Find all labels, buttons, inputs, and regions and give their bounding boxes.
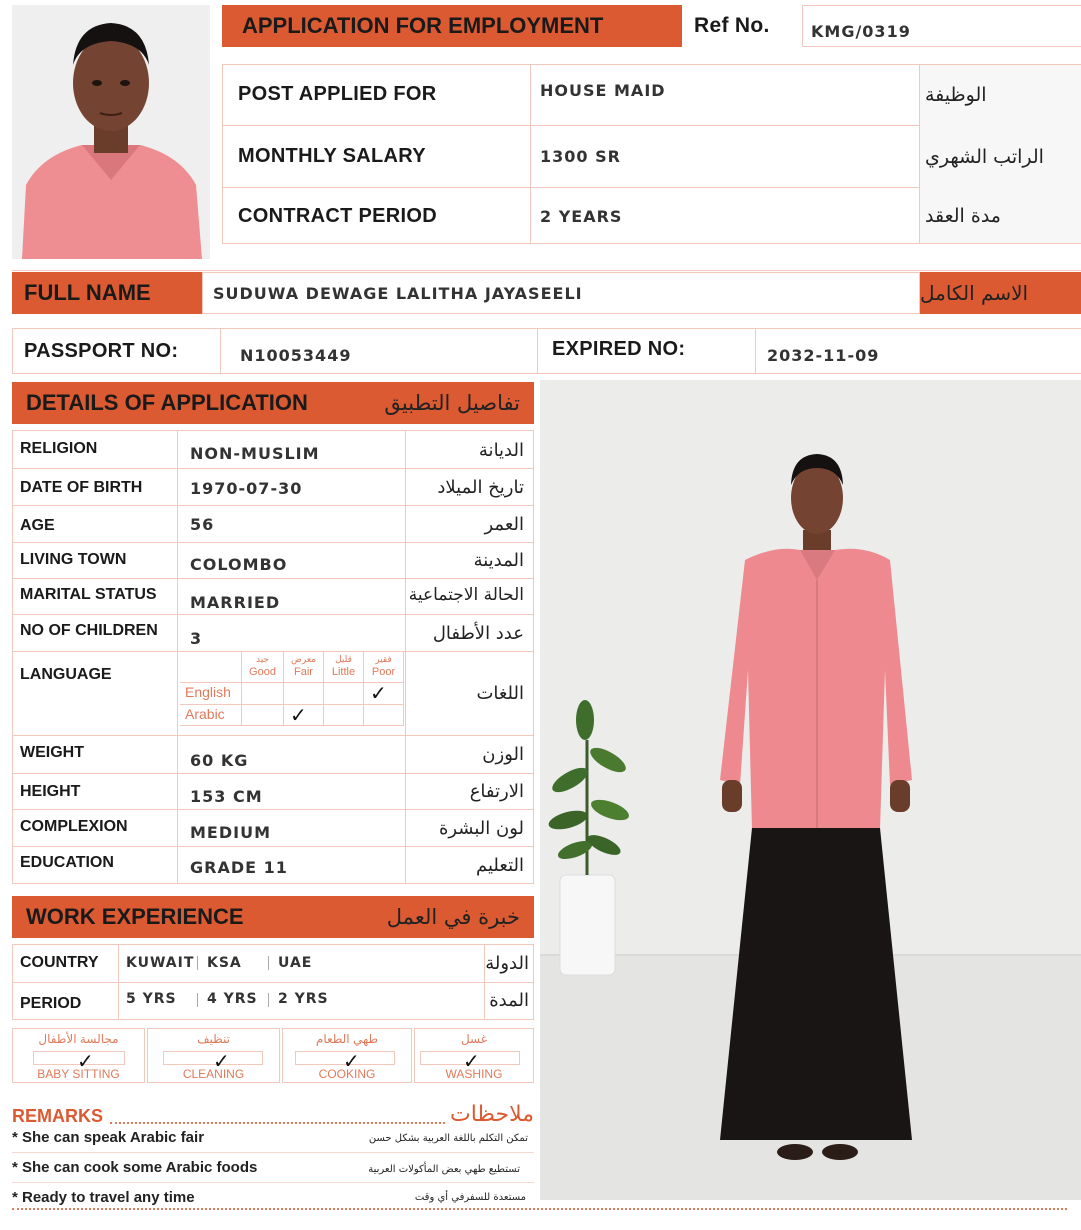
- skill-cleaning: [147, 1028, 280, 1083]
- contract-arabic-cell: [925, 188, 1063, 244]
- separator: [268, 993, 269, 1007]
- contract-value: 2 YEARS: [540, 206, 623, 226]
- ref-label-cell: [682, 5, 802, 47]
- form-title: APPLICATION FOR EMPLOYMENT: [242, 13, 604, 38]
- language-arabic-cell: [406, 652, 534, 734]
- dob-label-cell: [20, 470, 176, 506]
- religion-label-cell: [20, 432, 176, 466]
- salary-label-cell: [238, 126, 528, 187]
- weight-value: 60 KG: [190, 750, 249, 770]
- education-arabic: التعليم: [476, 854, 524, 876]
- skill-cooking-en: COOKING: [318, 1067, 376, 1081]
- post-value-cell: [540, 64, 910, 125]
- language-label-cell: [20, 660, 176, 690]
- skill-cleaning-ar: تنظيف: [197, 1032, 230, 1046]
- marital-value: MARRIED: [190, 592, 281, 612]
- level-fair-ar: معرض: [290, 654, 316, 664]
- marital-arabic: الحالة الاجتماعية: [408, 585, 524, 605]
- divider: [12, 982, 534, 983]
- language-grid: [180, 652, 404, 726]
- height-value-cell: [190, 778, 400, 814]
- passport-label: PASSPORT NO:: [24, 339, 179, 362]
- height-arabic: الارتفاع: [469, 781, 524, 802]
- skill-cooking-ar: طهي الطعام: [315, 1032, 379, 1046]
- remarks-label-arabic: ملاحظات: [450, 1102, 534, 1127]
- complexion-value-cell: [190, 814, 400, 850]
- age-arabic: العمر: [484, 513, 524, 535]
- remark-1-en: * She can speak Arabic fair: [12, 1129, 205, 1146]
- marital-label-cell: [20, 578, 176, 612]
- remark-3-en: * Ready to travel any time: [12, 1189, 195, 1206]
- language-arabic: Arabic: [185, 706, 225, 722]
- divider: [12, 1152, 534, 1153]
- full-name-label: FULL NAME: [24, 280, 151, 305]
- religion-label: RELIGION: [20, 440, 98, 457]
- salary-value: 1300 SR: [540, 147, 621, 166]
- period-arabic-cell: [485, 982, 533, 1018]
- country-label-cell: [20, 944, 118, 982]
- work-header: [12, 896, 534, 938]
- education-value-cell: [190, 850, 400, 884]
- complexion-arabic-cell: [406, 810, 534, 846]
- children-arabic-cell: [406, 615, 534, 651]
- period-arabic: المدة: [489, 989, 529, 1011]
- age-arabic-cell: [406, 506, 534, 542]
- religion-arabic-cell: [406, 432, 534, 468]
- town-label: LIVING TOWN: [20, 551, 127, 568]
- dob-label: DATE OF BIRTH: [20, 479, 143, 496]
- remark-2: [12, 1159, 534, 1181]
- baby-sitting-check-icon: ✓: [77, 1051, 94, 1073]
- level-good: Good: [249, 666, 276, 678]
- remarks-label: REMARKS: [12, 1106, 104, 1126]
- level-poor-ar: فقير: [375, 654, 392, 664]
- age-label: AGE: [20, 517, 55, 534]
- post-arabic-cell: [925, 64, 1063, 125]
- footer-dotted-line: [12, 1208, 1067, 1210]
- town-label-cell: [20, 542, 176, 578]
- remarks-header: [12, 1102, 534, 1130]
- full-name-arabic: الاسم الكامل: [920, 281, 1029, 305]
- details-title-arabic: تفاصيل التطبيق: [384, 391, 520, 415]
- skill-washing-en: WASHING: [445, 1067, 503, 1081]
- headshot-illustration: [12, 5, 210, 259]
- children-value: 3: [190, 628, 203, 648]
- religion-value: NON-MUSLIM: [190, 443, 320, 463]
- level-poor: Poor: [371, 666, 396, 678]
- passport-value-cell: [240, 332, 530, 378]
- washing-check-icon: ✓: [463, 1051, 480, 1073]
- language-arabic: اللغات: [476, 682, 524, 704]
- dob-arabic: تاريخ الميلاد: [437, 476, 524, 498]
- separator: [268, 956, 269, 970]
- period-1-cell: [126, 982, 206, 1016]
- divider: [177, 430, 178, 884]
- divider: [530, 64, 531, 244]
- education-arabic-cell: [406, 847, 534, 883]
- skill-cooking: [282, 1028, 412, 1083]
- divider: [755, 328, 756, 374]
- religion-arabic: الديانة: [478, 439, 524, 461]
- weight-arabic: الوزن: [482, 744, 524, 765]
- dob-value: 1970-07-30: [190, 478, 303, 498]
- cleaning-check-icon: ✓: [213, 1051, 230, 1073]
- education-label: EDUCATION: [20, 854, 114, 871]
- marital-value-cell: [190, 584, 400, 620]
- country-label: COUNTRY: [20, 954, 99, 971]
- remark-1-ar: تمكن التكلم باللغة العربية بشكل حسن: [368, 1133, 528, 1144]
- title-bar: [222, 5, 682, 47]
- separator: [197, 993, 198, 1007]
- skill-baby-sitting-ar: مجالسة الأطفال: [38, 1032, 119, 1046]
- arabic-check-icon: ✓: [290, 705, 307, 727]
- language-english: English: [185, 684, 231, 700]
- skill-washing: [414, 1028, 534, 1083]
- weight-arabic-cell: [406, 736, 534, 773]
- town-arabic-cell: [406, 543, 534, 578]
- post-value: HOUSE MAID: [540, 81, 666, 100]
- work-title-arabic: خبرة في العمل: [386, 905, 520, 929]
- divider: [12, 270, 1081, 271]
- complexion-label-cell: [20, 810, 176, 844]
- skill-cleaning-en: CLEANING: [182, 1067, 245, 1081]
- dob-arabic-cell: [406, 469, 534, 505]
- country-1: KUWAIT: [126, 955, 195, 971]
- age-label-cell: [20, 508, 176, 544]
- contract-value-cell: [540, 188, 910, 244]
- education-value: GRADE 11: [190, 857, 288, 877]
- town-value: COLOMBO: [190, 554, 288, 574]
- skill-washing-ar: غسل: [460, 1032, 488, 1046]
- contract-label: CONTRACT PERIOD: [238, 204, 437, 227]
- full-body-illustration: [540, 380, 1081, 1200]
- details-title: DETAILS OF APPLICATION: [26, 390, 308, 415]
- height-arabic-cell: [406, 774, 534, 809]
- expiry-value: 2032-11-09: [767, 345, 880, 365]
- salary-value-cell: [540, 126, 910, 187]
- period-label: PERIOD: [20, 995, 82, 1012]
- children-arabic: عدد الأطفال: [432, 622, 524, 644]
- period-2-cell: [207, 982, 267, 1016]
- remarks-dotted-line: [110, 1122, 445, 1124]
- period-label-cell: [20, 986, 118, 1022]
- period-3-cell: [278, 982, 338, 1016]
- complexion-arabic: لون البشرة: [438, 817, 524, 839]
- remark-2-en: * She can cook some Arabic foods: [12, 1159, 258, 1176]
- ref-value-cell: [802, 5, 1081, 47]
- ref-label: Ref No.: [694, 14, 770, 37]
- full-name-value: SUDUWA DEWAGE LALITHA JAYASEELI: [213, 283, 583, 303]
- separator: [197, 956, 198, 970]
- ref-value: KMG/0319: [811, 21, 911, 41]
- contract-arabic: مدة العقد: [925, 205, 1001, 227]
- full-name-arabic-cell: [920, 272, 1081, 314]
- expiry-label: EXPIRED NO:: [552, 337, 686, 360]
- country-2: KSA: [207, 955, 242, 971]
- divider: [537, 328, 538, 374]
- dob-value-cell: [190, 470, 400, 506]
- height-label: HEIGHT: [20, 783, 81, 800]
- country-arabic: الدولة: [485, 952, 529, 974]
- divider: [12, 1182, 534, 1183]
- children-label-cell: [20, 614, 176, 648]
- remark-2-ar: تستطيع طهي بعض المأكولات العربية: [368, 1164, 520, 1175]
- town-arabic: المدينة: [473, 550, 524, 571]
- expiry-value-cell: [767, 332, 1067, 378]
- weight-label: WEIGHT: [20, 744, 84, 761]
- post-label: POST APPLIED FOR: [238, 83, 437, 105]
- town-value-cell: [190, 546, 400, 582]
- weight-value-cell: [190, 742, 400, 778]
- weight-label-cell: [20, 736, 176, 770]
- country-3-cell: [278, 944, 338, 982]
- expiry-label-cell: [552, 326, 752, 372]
- remark-1: [12, 1129, 534, 1151]
- period-2: 4 YRS: [207, 991, 258, 1007]
- divider: [118, 944, 119, 1020]
- education-label-cell: [20, 846, 176, 880]
- passport-label-cell: [24, 328, 220, 374]
- height-value: 153 CM: [190, 786, 263, 806]
- country-arabic-cell: [485, 944, 533, 982]
- marital-arabic-cell: [406, 578, 534, 612]
- salary-arabic: الراتب الشهري: [925, 145, 1044, 168]
- salary-arabic-cell: [925, 126, 1063, 187]
- divider: [403, 652, 404, 726]
- post-arabic: الوظيفة: [925, 83, 987, 106]
- skill-baby-sitting: [12, 1028, 145, 1083]
- complexion-value: MEDIUM: [190, 822, 271, 842]
- contract-label-cell: [238, 188, 528, 244]
- divider: [220, 328, 221, 374]
- full-name-value-cell: [202, 272, 920, 314]
- period-1: 5 YRS: [126, 991, 177, 1007]
- salary-label: MONTHLY SALARY: [238, 145, 426, 167]
- age-value-cell: [190, 506, 400, 542]
- details-header: [12, 382, 534, 424]
- country-3: UAE: [278, 955, 313, 971]
- english-check-icon: ✓: [370, 683, 387, 705]
- religion-value-cell: [190, 436, 400, 470]
- full-name-label-cell: [12, 272, 202, 314]
- level-fair: Fair: [294, 666, 313, 678]
- language-label: LANGUAGE: [20, 666, 112, 683]
- country-1-cell: [126, 944, 206, 982]
- remark-3-ar: مستعدة للسفرفي أي وقت: [414, 1192, 526, 1203]
- level-little: Little: [331, 666, 356, 678]
- age-value: 56: [190, 514, 215, 534]
- passport-value: N10053449: [240, 345, 352, 365]
- cooking-check-icon: ✓: [343, 1051, 360, 1073]
- skill-baby-sitting-en: BABY SITTING: [37, 1067, 120, 1081]
- period-3: 2 YRS: [278, 991, 329, 1007]
- applicant-full-photo: [540, 380, 1081, 1200]
- marital-label: MARITAL STATUS: [20, 586, 157, 603]
- level-little-ar: قليل: [335, 654, 352, 664]
- children-label: NO OF CHILDREN: [20, 622, 158, 639]
- level-good-ar: جيد: [255, 654, 269, 664]
- height-label-cell: [20, 774, 176, 810]
- complexion-label: COMPLEXION: [20, 818, 128, 835]
- applicant-headshot: [12, 5, 210, 259]
- children-value-cell: [190, 620, 400, 656]
- work-title: WORK EXPERIENCE: [26, 904, 244, 929]
- post-label-cell: [238, 64, 528, 125]
- country-2-cell: [207, 944, 267, 982]
